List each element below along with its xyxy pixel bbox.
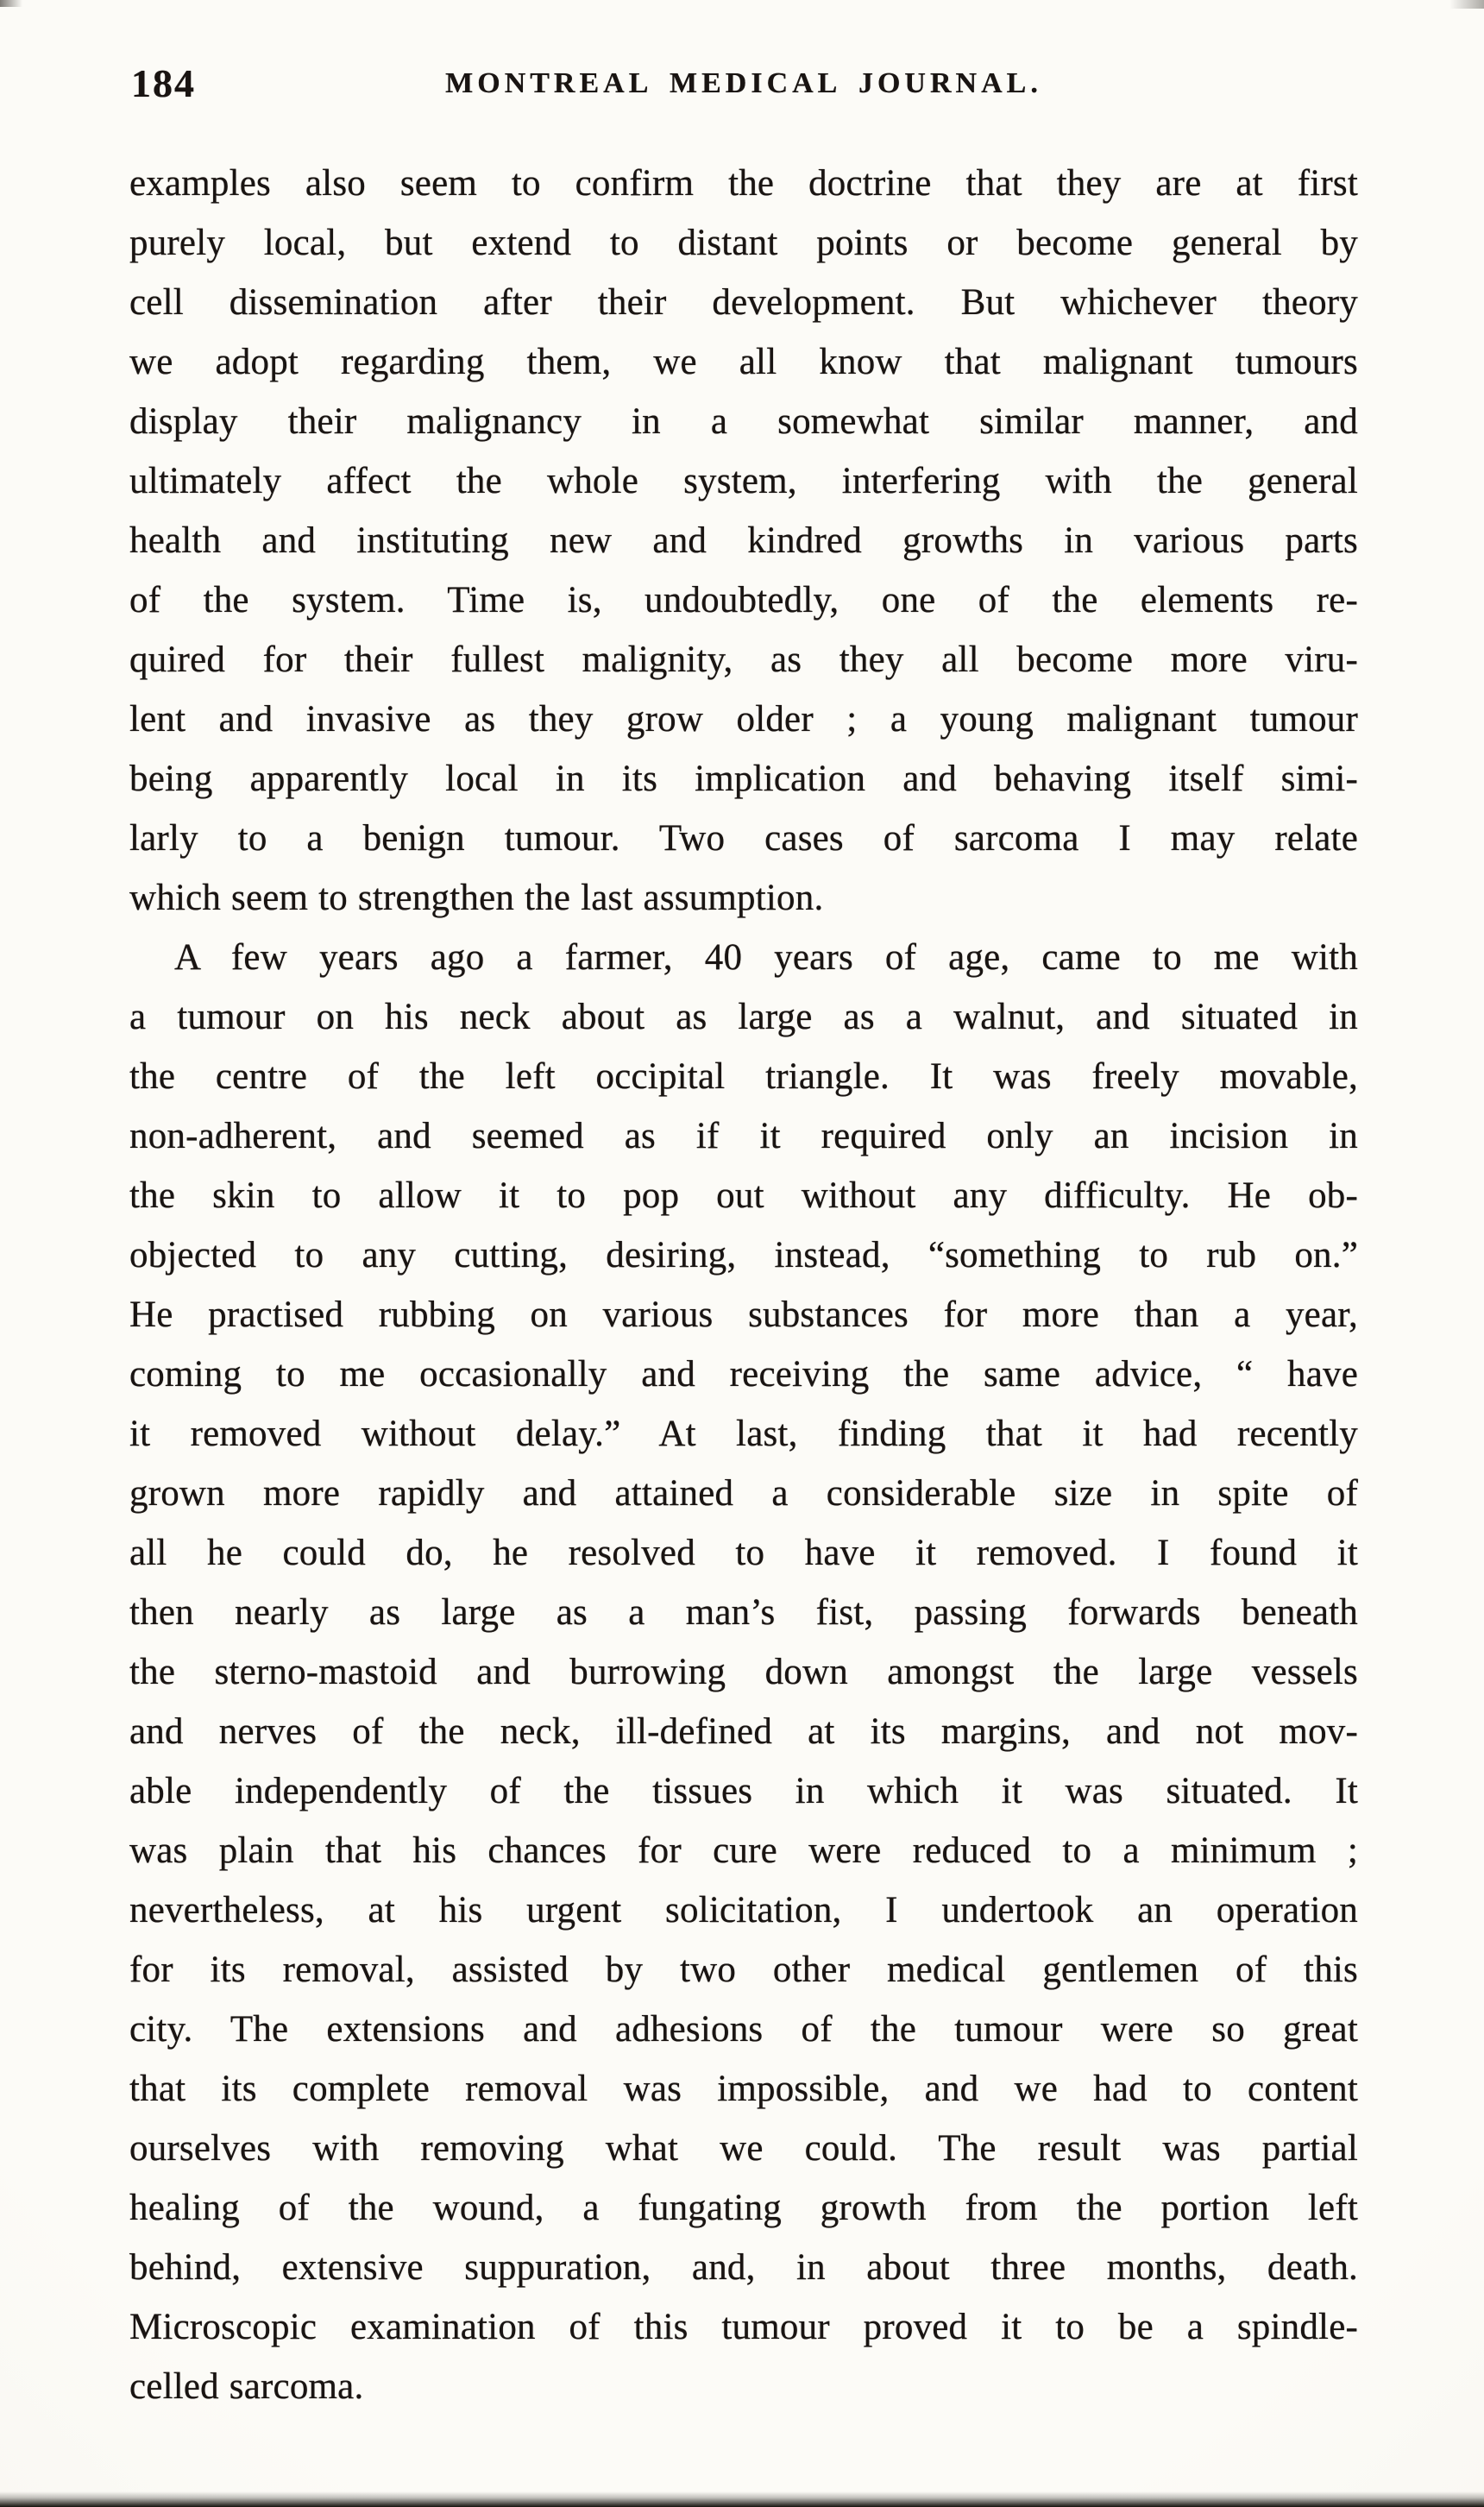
text-line: display their malignancy in a somewhat similar manner, and	[129, 401, 1358, 442]
text-line: non-adherent, and seemed as if it required only an incision in	[129, 1116, 1358, 1156]
text-line: the centre of the left occipital triangle. It was freely movable,	[129, 1056, 1358, 1097]
text-line: of the system. Time is, undoubtedly, one of the elements re-	[129, 580, 1358, 620]
text-line: objected to any cutting, desiring, instead, “something to rub on.”	[129, 1235, 1358, 1276]
scan-edge-bottom	[0, 2491, 1484, 2507]
text-line: we adopt regarding them, we all know that malignant tumours	[129, 342, 1358, 382]
text-line: all he could do, he resolved to have it removed. I found it	[129, 1533, 1358, 1573]
text-line: that its complete removal was impossible, and we had to content	[129, 2069, 1358, 2109]
text-line: city. The extensions and adhesions of the tumour were so great	[129, 2009, 1358, 2050]
text-line: nevertheless, at his urgent solicitation, I undertook an operation	[129, 1890, 1358, 1931]
text-line: quired for their fullest malignity, as they all become more viru-	[129, 639, 1358, 680]
text-line: Microscopic examination of this tumour proved it to be a spindle-	[129, 2307, 1358, 2347]
text-line: the skin to allow it to pop out without any difficulty. He ob-	[129, 1175, 1358, 1216]
text-line: was plain that his chances for cure were reduced to a minimum ;	[129, 1830, 1358, 1871]
text-line: healing of the wound, a fungating growth from the portion left	[129, 2188, 1358, 2228]
text-line: A few years ago a farmer, 40 years of age, came to me with	[174, 937, 1358, 978]
text-line: examples also seem to confirm the doctrine that they are at first	[129, 163, 1358, 204]
page-number: 184	[131, 61, 196, 105]
text-line: ourselves with removing what we could. The result was partial	[129, 2128, 1358, 2169]
text-line: lent and invasive as they grow older ; a young malignant tumour	[129, 699, 1358, 740]
text-line: for its removal, assisted by two other medical gentlemen of this	[129, 1950, 1358, 1990]
text-line: He practised rubbing on various substances for more than a year,	[129, 1294, 1358, 1335]
text-line: the sterno-mastoid and burrowing down amongst the large vessels	[129, 1652, 1358, 1692]
journal-title: MONTREAL MEDICAL JOURNAL.	[445, 67, 1042, 99]
page-header	[131, 60, 1356, 121]
text-line: then nearly as large as a man’s fist, passing forwards beneath	[129, 1592, 1358, 1633]
text-line: able independently of the tissues in which it was situated. It	[129, 1771, 1358, 1811]
text-line: which seem to strengthen the last assumption.	[129, 878, 824, 918]
text-line: celled sarcoma.	[129, 2366, 364, 2407]
text-line: ultimately affect the whole system, interfering with the general	[129, 461, 1358, 501]
text-line: coming to me occasionally and receiving the same advice, “ have	[129, 1354, 1358, 1395]
text-line: health and instituting new and kindred growths in various parts	[129, 520, 1358, 561]
text-line: it removed without delay.” At last, finding that it had recently	[129, 1414, 1358, 1454]
text-line: and nerves of the neck, ill-defined at its margins, and not mov-	[129, 1711, 1358, 1752]
scan-artifact-top-right	[1449, 0, 1484, 9]
text-line: cell dissemination after their development. But whichever theory	[129, 282, 1358, 323]
text-block	[129, 154, 1358, 2416]
text-line: larly to a benign tumour. Two cases of sarcoma I may relate	[129, 818, 1358, 859]
text-line: purely local, but extend to distant points or become general by	[129, 223, 1358, 263]
text-line: behind, extensive suppuration, and, in about three months, death.	[129, 2247, 1358, 2288]
scan-artifact-top-left	[0, 0, 22, 7]
text-line: being apparently local in its implication and behaving itself simi-	[129, 759, 1358, 799]
text-line: a tumour on his neck about as large as a walnut, and situated in	[129, 997, 1358, 1037]
text-line: grown more rapidly and attained a considerable size in spite of	[129, 1473, 1358, 1514]
